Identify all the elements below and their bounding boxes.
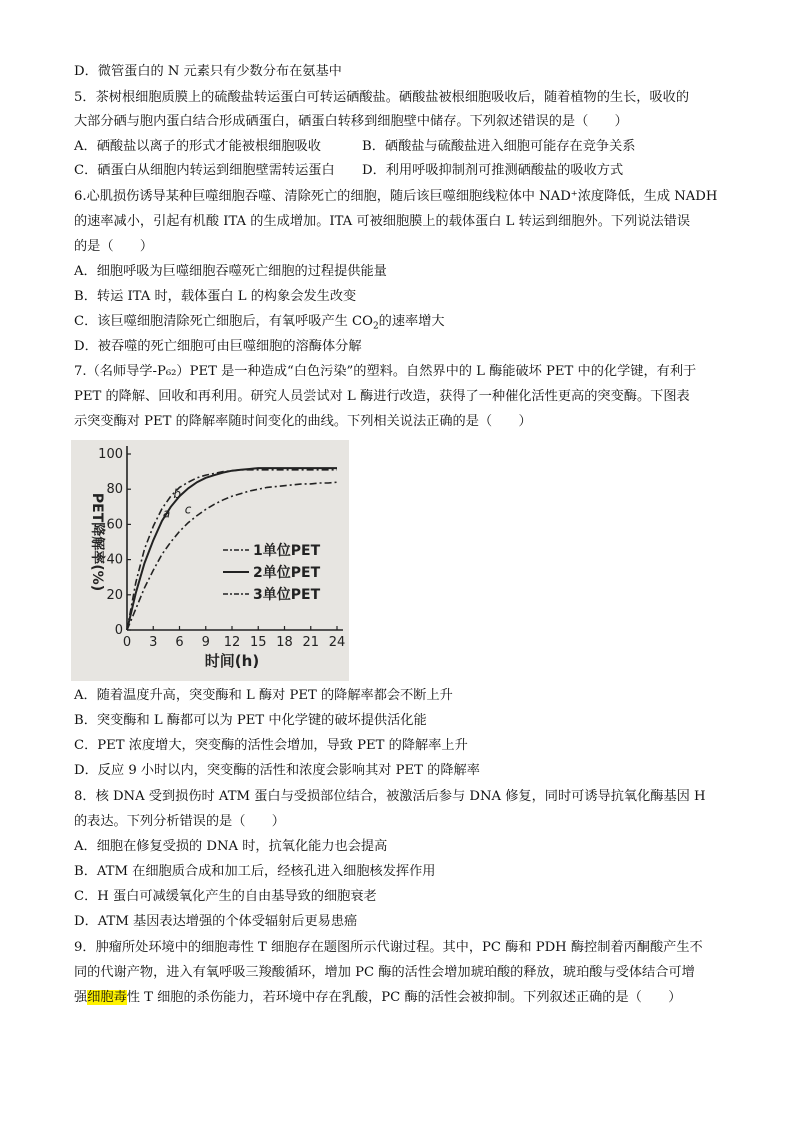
x-axis-label: 时间(h) — [204, 652, 260, 670]
q5-option-a: A．硒酸盐以离子的形式才能被根细胞吸收 — [74, 139, 321, 154]
chart-svg — [71, 440, 349, 681]
highlighted-text: 细胞毒 — [87, 990, 127, 1005]
q6-option-a: A．细胞呼吸为巨噬细胞吞噬死亡细胞的过程提供能量 — [74, 264, 387, 279]
question-5-stem: 5．茶树根细胞质膜上的硫酸盐转运蛋白可转运硒酸盐。硒酸盐被根细胞吸收后，随着植物的生长，吸收的 — [74, 90, 690, 105]
x-tick-label: 12 — [223, 635, 241, 650]
q5-option-d: D．利用呼吸抑制剂可推测硒酸盐的吸收方式 — [362, 163, 624, 178]
q8-option-b: B．ATM 在细胞质合成和加工后，经核孔进入细胞核发挥作用 — [74, 864, 436, 879]
y-axis-label: PET降解率(%) — [89, 492, 105, 592]
legend-entry: 1单位PET — [253, 543, 321, 559]
q7-option-c: C．PET 浓度增大，突变酶的活性会增加，导致 PET 的降解率上升 — [74, 738, 468, 753]
question-6-stem-cont: 的速率减小，引起有机酸 ITA 的生成增加。ITA 可被细胞膜上的载体蛋白 L 转运到细胞外。下列说法错误 — [74, 214, 691, 229]
q9-text-end: 性 T 细胞的杀伤能力，若环境中存在乳酸，PC 酶的活性会被抑制。下列叙述正确的是（ ） — [126, 990, 682, 1005]
curve-label-c: c — [184, 502, 192, 517]
question-6-stem: 6.心肌损伤诱导某种巨噬细胞吞噬、清除死亡的细胞，随后该巨噬细胞线粒体中 NAD⁺浓度降低，生成 NADH — [74, 189, 718, 204]
y-tick-label: 100 — [98, 447, 123, 462]
x-tick-label: 24 — [328, 635, 346, 650]
q6-option-c — [74, 313, 724, 331]
y-tick-label: 60 — [106, 517, 123, 533]
pet-degradation-chart — [71, 440, 349, 681]
legend-entry: 3单位PET — [253, 587, 321, 603]
question-7-stem: 7.（名师导学-P₆₂）PET 是一种造成“白色污染”的塑料。自然界中的 L 酶能破坏 PET 中的化学键，有利于 — [74, 364, 697, 379]
y-tick-label: 20 — [106, 587, 123, 603]
q7-option-d: D．反应 9 小时以内，突变酶的活性和浓度会影响其对 PET 的降解率 — [74, 763, 480, 778]
q8-option-c: C．H 蛋白可减缓氧化产生的自由基导致的细胞衰老 — [74, 889, 377, 904]
x-tick-label: 15 — [249, 635, 267, 650]
q8-option-d: D．ATM 基因表达增强的个体受辐射后更易患癌 — [74, 914, 358, 929]
question-8-stem-end: 的表达。下列分析错误的是（ ） — [74, 814, 285, 829]
question-6-stem-end: 的是（ ） — [74, 239, 154, 254]
question-9-stem-end — [74, 989, 724, 1007]
curve-label-b: b — [173, 486, 181, 501]
question-7-stem-cont: PET 的降解、回收和再利用。研究人员尝试对 L 酶进行改造，获得了一种催化活性更高的突变酶。下图表 — [74, 389, 690, 404]
x-tick-label: 0 — [122, 635, 132, 650]
y-tick-label: 80 — [106, 482, 123, 498]
q8-option-a: A．细胞在修复受损的 DNA 时，抗氧化能力也会提高 — [74, 839, 388, 854]
q5-option-b: B．硒酸盐与硫酸盐进入细胞可能存在竞争关系 — [362, 139, 636, 154]
x-tick-label: 21 — [302, 635, 320, 650]
y-tick-label: 40 — [106, 552, 123, 568]
x-tick-label: 18 — [276, 635, 293, 650]
q6-c-text: C．该巨噬细胞清除死亡细胞后，有氧呼吸产生 CO — [74, 314, 373, 329]
q6-c-text-end: 的速率增大 — [378, 314, 445, 329]
question-5-stem-cont: 大部分硒与胞内蛋白结合形成硒蛋白，硒蛋白转移到细胞壁中储存。下列叙述错误的是（ ） — [74, 114, 628, 129]
y-tick-label: 0 — [114, 623, 123, 638]
q7-option-a: A．随着温度升高，突变酶和 L 酶对 PET 的降解率都会不断上升 — [74, 688, 453, 703]
x-tick-label: 6 — [175, 635, 184, 650]
q5-option-c: C．硒蛋白从细胞内转运到细胞壁需转运蛋白 — [74, 163, 335, 178]
curve-label-a: a — [162, 506, 171, 521]
question-8-stem: 8．核 DNA 受到损伤时 ATM 蛋白与受损部位结合，被激活后参与 DNA 修复，同时可诱导抗氧化酶基因 H — [74, 789, 706, 804]
x-tick-label: 9 — [201, 635, 210, 650]
q6-option-b: B．转运 ITA 时，载体蛋白 L 的构象会发生改变 — [74, 289, 357, 304]
question-9-stem: 9．肿瘤所处环境中的细胞毒性 T 细胞存在题图所示代谢过程。其中，PC 酶和 PDH 酶控制着丙酮酸产生不 — [74, 940, 703, 955]
legend-entry: 2单位PET — [253, 565, 321, 581]
q7-option-b: B．突变酶和 L 酶都可以为 PET 中化学键的破坏提供活化能 — [74, 713, 427, 728]
q6-option-d: D．被吞噬的死亡细胞可由巨噬细胞的溶酶体分解 — [74, 339, 362, 354]
q9-text: 强 — [74, 990, 88, 1005]
question-7-stem-end: 示突变酶对 PET 的降解率随时间变化的曲线。下列相关说法正确的是（ ） — [74, 414, 532, 429]
question-9-stem-cont: 同的代谢产物，进入有氧呼吸三羧酸循环，增加 PC 酶的活性会增加琥珀酸的释放，琥珀酸与受体结合可增 — [74, 965, 695, 980]
text-line: D．微管蛋白的 N 元素只有少数分布在氨基中 — [74, 64, 342, 79]
x-tick-label: 3 — [149, 635, 158, 650]
q6-c-subscript: 2 — [372, 321, 379, 332]
